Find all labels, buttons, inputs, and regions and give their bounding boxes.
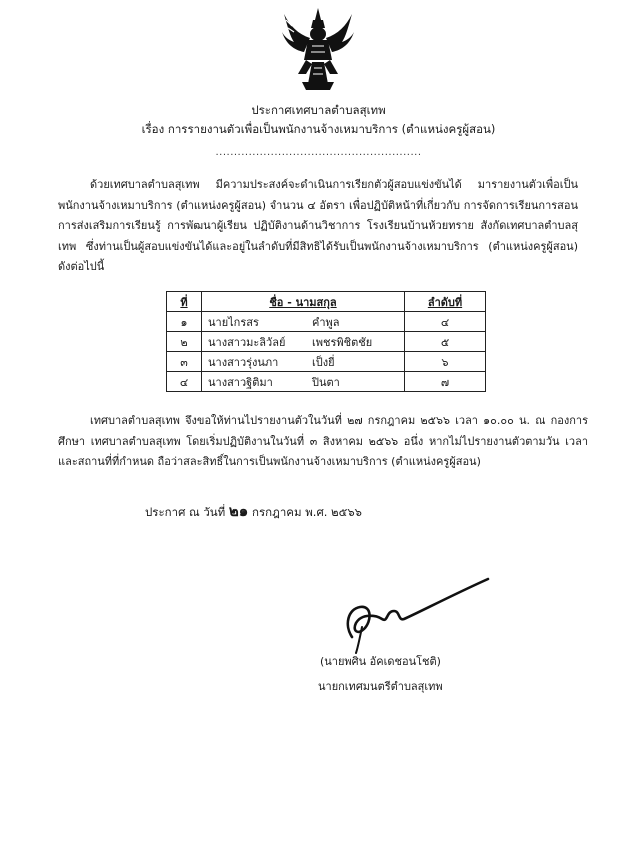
table-row xyxy=(167,312,486,332)
row-no: ๔ xyxy=(167,372,202,392)
first-name: นางสาวมะลิวัลย์ xyxy=(208,335,286,349)
row-name xyxy=(202,372,405,392)
last-name: เพชรพิชิตชัย xyxy=(312,335,373,349)
table-row xyxy=(167,372,486,392)
row-rank: ๖ xyxy=(405,352,486,372)
instruction-text: เทศบาลตำบลสุเทพ จึงขอให้ท่านไปรายงานตัวในวันที่ ๒๗ กรกฎาคม ๒๕๖๖ เวลา ๑๐.๐๐ น. ณ กองการศึกษา เทศบาลตำบลสุเทพ โดยเริ่มปฏิบัติงานในวันที่ ๓ สิงหาคม ๒๕๖๖ อนึ่ง หากไม่ไปรายงานตัวตามวัน เวลา และสถานที่ที่กำหนด ถือว่าสละสิทธิ์ในการเป็นพนักงานจ้างเหมาบริการ (ตำแหน่งครูผู้สอน) xyxy=(58,414,588,468)
last-name: ปินตา xyxy=(312,375,340,389)
intro-text: ด้วยเทศบาลตำบลสุเทพ มีความประสงค์จะดำเนินการเรียกตัวผู้สอบแข่งขันได้ มารายงานตัวเพื่อเป็นพนักงานจ้างเหมาบริการ (ตำแหน่งครูผู้สอน) จำนวน ๔ อัตรา เพื่อปฏิบัติหน้าที่เกี่ยวกับ การจัดการเรียนการสอนการส่งเสริมการเรียนรู้ การพัฒนาผู้เรียน ปฏิบัติงานด้านวิชาการ โรงเรียนบ้านห้วยทราย สังกัดเทศบาลตำบลสุเทพ ซึ่งท่านเป็นผู้สอบแข่งขันได้และอยู่ในลำดับที่มีสิทธิได้รับเป็นพนักงานจ้างเหมาบริการ (ตำแหน่งครูผู้สอน) ดังต่อไปนี้ xyxy=(58,178,578,273)
row-rank: ๔ xyxy=(405,312,486,332)
row-name xyxy=(202,312,405,332)
signatory-position: นายกเทศมนตรีตำบลสุเทพ xyxy=(318,680,443,693)
first-name: นางสาวรุ่งนภา xyxy=(208,355,279,369)
handwritten-signature xyxy=(338,567,508,657)
separator: ........................................................ xyxy=(215,147,422,158)
announce-day: ๒๑ xyxy=(228,502,249,520)
row-no: ๒ xyxy=(167,332,202,352)
announce-date xyxy=(145,499,362,523)
header-rank: ลำดับที่ xyxy=(405,292,486,312)
intro-paragraph xyxy=(58,175,578,278)
row-no: ๓ xyxy=(167,352,202,372)
table-row xyxy=(167,332,486,352)
row-rank: ๗ xyxy=(405,372,486,392)
row-no: ๑ xyxy=(167,312,202,332)
first-name: นายไกรสร xyxy=(208,315,259,329)
instruction-paragraph xyxy=(58,411,588,473)
announce-prefix: ประกาศ ณ วันที่ xyxy=(145,505,226,519)
header-no: ที่ xyxy=(167,292,202,312)
announcement-org: ประกาศเทศบาลตำบลสุเทพ xyxy=(251,103,386,117)
signatory-name: (นายพศิน อัคเดชอนโชติ) xyxy=(320,655,441,668)
row-name xyxy=(202,352,405,372)
last-name: คำพูล xyxy=(312,315,340,329)
first-name: นางสาวฐิติมา xyxy=(208,375,273,389)
candidate-table xyxy=(166,291,486,392)
table-header-row xyxy=(167,292,486,312)
table-row xyxy=(167,352,486,372)
row-name xyxy=(202,332,405,352)
header-name: ชื่อ - นามสกุล xyxy=(202,292,405,312)
announce-month-year: กรกฎาคม พ.ศ. ๒๕๖๖ xyxy=(252,505,362,519)
last-name: เป็งยี่ xyxy=(312,355,335,369)
garuda-emblem-icon xyxy=(280,6,356,94)
row-rank: ๕ xyxy=(405,332,486,352)
announcement-subject: เรื่อง การรายงานตัวเพื่อเป็นพนักงานจ้างเหมาบริการ (ตำแหน่งครูผู้สอน) xyxy=(141,122,496,136)
